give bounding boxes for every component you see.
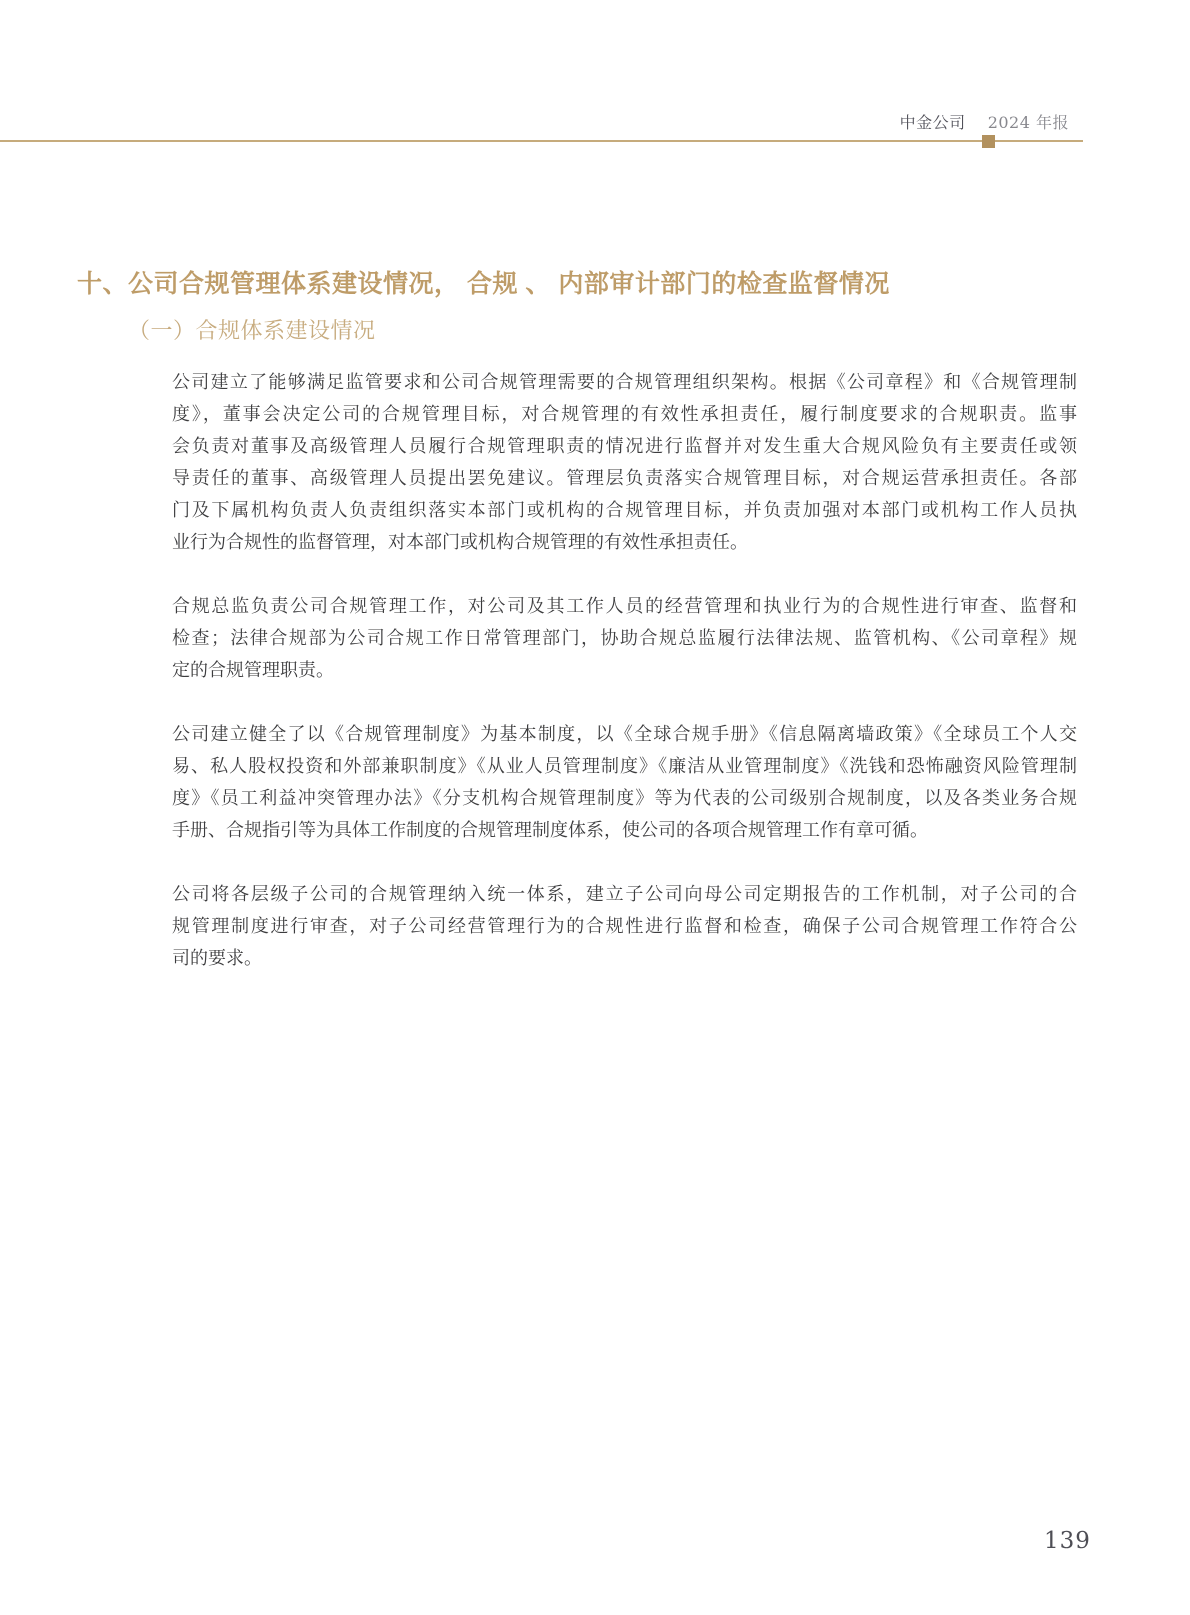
text-line: 度》《员工利益冲突管理办法》《分支机构合规管理制度》等为代表的公司级别合规制度，以及各类业务合规 bbox=[172, 788, 1077, 808]
section-title: 十、公司合规管理体系建设情况， 合规 、 内部审计部门的检查监督情况 bbox=[77, 270, 890, 298]
text-line: 合规总监负责公司合规管理工作，对公司及其工作人员的经营管理和执业行为的合规性进行审查、监督和 bbox=[172, 596, 1077, 616]
paragraph-compliance-director bbox=[172, 590, 1077, 686]
paragraph-subsidiary-compliance bbox=[172, 878, 1077, 974]
page-header bbox=[900, 110, 1069, 133]
paragraph-governance-structure bbox=[172, 366, 1077, 558]
text-line: 业行为合规性的监督管理，对本部门或机构合规管理的有效性承担责任。 bbox=[172, 532, 748, 552]
text-line: 易、私人股权投资和外部兼职制度》《从业人员管理制度》《廉洁从业管理制度》《洗钱和恐怖融资风险管理制 bbox=[172, 756, 1077, 776]
page-number: 139 bbox=[1044, 1528, 1091, 1554]
paragraph-compliance-policies bbox=[172, 718, 1077, 846]
text-line: 公司将各层级子公司的合规管理纳入统一体系，建立子公司向母公司定期报告的工作机制，对子公司的合 bbox=[172, 884, 1077, 904]
text-line: 手册、合规指引等为具体工作制度的合规管理制度体系，使公司的各项合规管理工作有章可循。 bbox=[172, 820, 928, 840]
text-line: 定的合规管理职责。 bbox=[172, 660, 334, 680]
header-rule-line bbox=[0, 140, 1083, 142]
text-line: 公司建立了能够满足监管要求和公司合规管理需要的合规管理组织架构。根据《公司章程》和《合规管理制 bbox=[172, 372, 1077, 392]
subsection-title: （一）合规体系建设情况 bbox=[128, 318, 376, 343]
text-line: 会负责对董事及高级管理人员履行合规管理职责的情况进行监督并对发生重大合规风险负有主要责任或领 bbox=[172, 436, 1077, 456]
body-text bbox=[172, 366, 1077, 1006]
text-line: 检查；法律合规部为公司合规工作日常管理部门，协助合规总监履行法律法规、监管机构、《公司章程》规 bbox=[172, 628, 1077, 648]
text-line: 规管理制度进行审查，对子公司经营管理行为的合规性进行监督和检查，确保子公司合规管理工作符合公 bbox=[172, 916, 1077, 936]
text-line: 度》，董事会决定公司的合规管理目标，对合规管理的有效性承担责任，履行制度要求的合规职责。监事 bbox=[172, 404, 1077, 424]
company-name: 中金公司 bbox=[899, 113, 966, 132]
header-rule-square-icon bbox=[982, 135, 995, 148]
text-line: 门及下属机构负责人负责组织落实本部门或机构的合规管理目标，并负责加强对本部门或机构工作人员执 bbox=[172, 500, 1077, 520]
text-line: 司的要求。 bbox=[172, 948, 262, 968]
text-line: 导责任的董事、高级管理人员提出罢免建议。管理层负责落实合规管理目标，对合规运营承担责任。各部 bbox=[172, 468, 1077, 488]
text-line: 公司建立健全了以《合规管理制度》为基本制度，以《全球合规手册》《信息隔离墙政策》《全球员工个人交 bbox=[172, 724, 1077, 744]
report-edition: 2024 年报 bbox=[987, 113, 1069, 132]
